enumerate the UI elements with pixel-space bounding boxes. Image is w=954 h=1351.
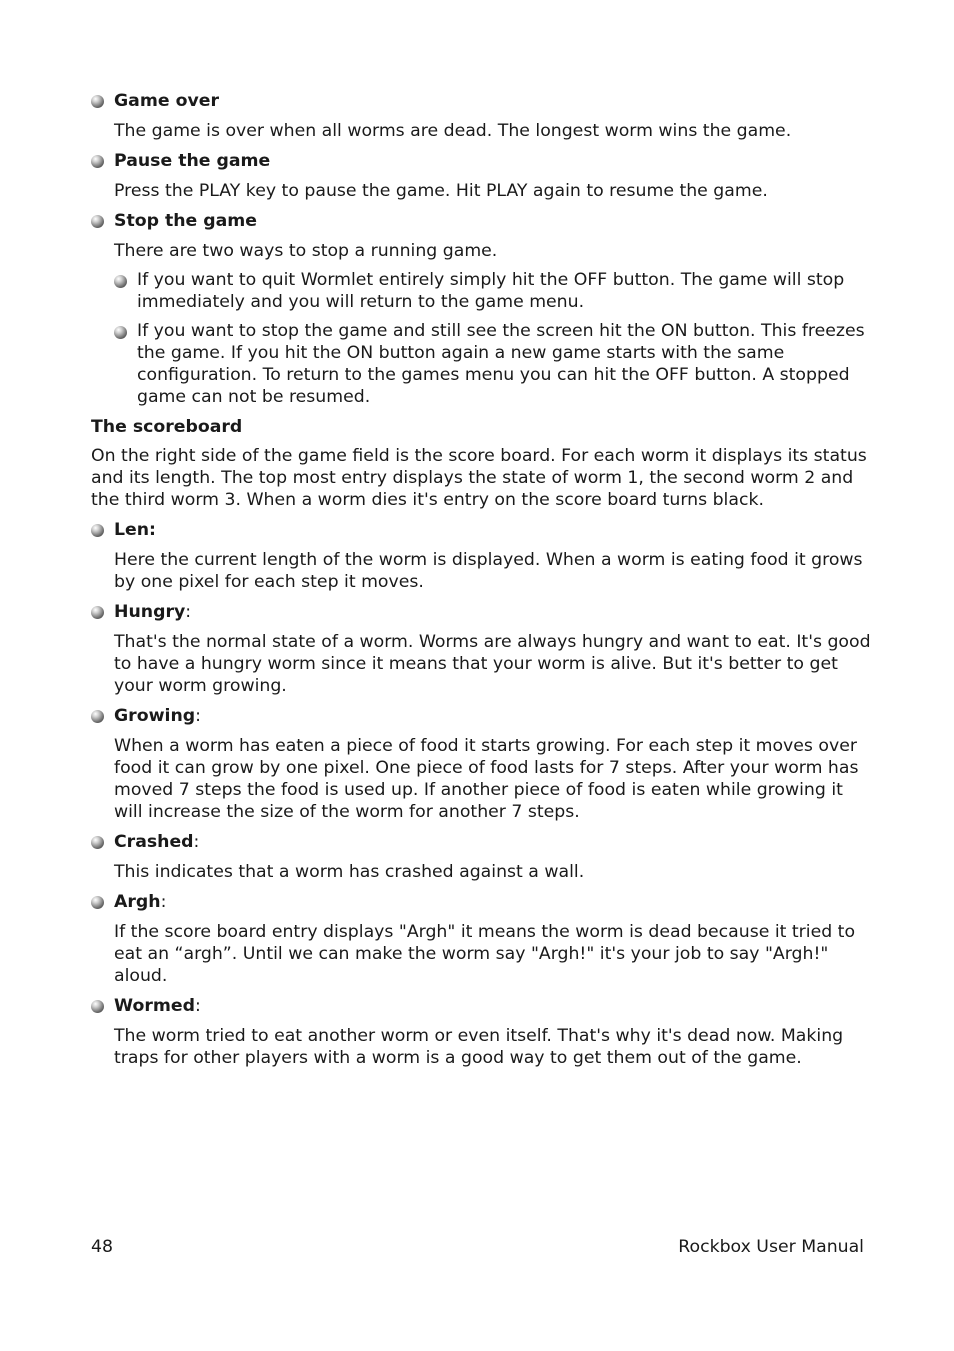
bullet-icon [91,95,104,108]
description: The game is over when all worms are dead. The longest worm wins the game. [114,121,792,141]
description: If the score board entry displays "Argh" it means the worm is dead because it tried to eat an “argh”. Until we can make the worm say "Argh!" it's your job to say "Argh!" aloud. [114,922,856,986]
list-item-hungry: Hungry: That's the normal state of a worm. Worms are always hungry and want to eat. It's good to have a hungry worm since it means that your worm is alive. But it's better to get your worm growing. [91,600,871,697]
sub-description: If you want to stop the game and still see the screen hit the ON button. This freezes the game. If you hit the ON button again a new game starts with the same configuration. To return to the games menu you can hit the OFF button. A stopped game can not be resumed. [137,321,865,407]
description: This indicates that a worm has crashed against a wall. [114,862,585,882]
list-item-argh: Argh: If the score board entry displays "Argh" it means the worm is dead because it tried to eat an “argh”. Until we can make the worm say "Argh!" it's your job to say "Argh!" aloud. [91,890,871,987]
description: That's the normal state of a worm. Worms are always hungry and want to eat. It's good to have a hungry worm since it means that your worm is alive. But it's better to get your worm growing. [114,632,871,696]
bullet-icon [91,155,104,168]
manual-page [91,89,871,1076]
description: Here the current length of the worm is displayed. When a worm is eating food it grows by one pixel for each step it moves. [114,550,863,592]
bullet-icon [91,524,104,537]
term: Game over [114,91,219,111]
bullet-icon [114,275,127,288]
bullet-icon [91,896,104,909]
bullet-icon [91,606,104,619]
list-item-game-over [91,89,871,142]
list-item-stop-the-game [91,209,871,408]
section-heading: The scoreboard [91,417,243,437]
term: Wormed [114,996,195,1016]
bullet-icon [114,326,127,339]
list-item-wormed: Wormed: The worm tried to eat another worm or even itself. That's why it's dead now. Making traps for other players with a worm is a good way to get them out of the game. [91,994,871,1069]
bullet-icon [91,1000,104,1013]
description: The worm tried to eat another worm or even itself. That's why it's dead now. Making traps for other players with a worm is a good way to get them out of the game. [114,1026,844,1068]
term: Stop the game [114,211,258,231]
term: Pause the game [114,151,271,171]
term: Crashed [114,832,194,852]
bullet-icon [91,710,104,723]
bullet-icon [91,836,104,849]
list-item-growing: Growing: When a worm has eaten a piece of food it starts growing. For each step it moves over food it can grow by one pixel. One piece of food lasts for 7 steps. After your worm has moved 7 steps the food is used up. If another piece of food is eaten while growing it will increase the size of the worm for another 7 steps. [91,704,871,823]
manual-title: Rockbox User Manual [678,1237,864,1257]
sub-list-item [114,320,871,408]
description: Press the PLAY key to pause the game. Hit PLAY again to resume the game. [114,181,768,201]
term: Argh [114,892,161,912]
sub-list-item [114,269,871,313]
term: Len: [114,520,156,540]
description: When a worm has eaten a piece of food it starts growing. For each step it moves over food it can grow by one pixel. One piece of food lasts for 7 steps. After your worm has moved 7 steps the food is used up. If another piece of food is eaten while growing it will increase the size of the worm for another 7 steps. [114,736,859,822]
list-item-crashed: Crashed: This indicates that a worm has crashed against a wall. [91,830,871,883]
list-item-pause-the-game [91,149,871,202]
list-item-len [91,518,871,593]
sub-description: If you want to quit Wormlet entirely simply hit the OFF button. The game will stop immediately and you will return to the game menu. [137,270,845,312]
bullet-icon [91,215,104,228]
term: Growing [114,706,196,726]
page-number: 48 [91,1237,113,1257]
page-footer [91,1236,864,1258]
section-intro: On the right side of the game field is the score board. For each worm it displays its status and its length. The top most entry displays the state of worm 1, the second worm 2 and the third worm 3. When a worm dies it's entry on the score board turns black. [91,446,867,510]
description: There are two ways to stop a running game. [114,241,498,261]
term: Hungry [114,602,186,622]
